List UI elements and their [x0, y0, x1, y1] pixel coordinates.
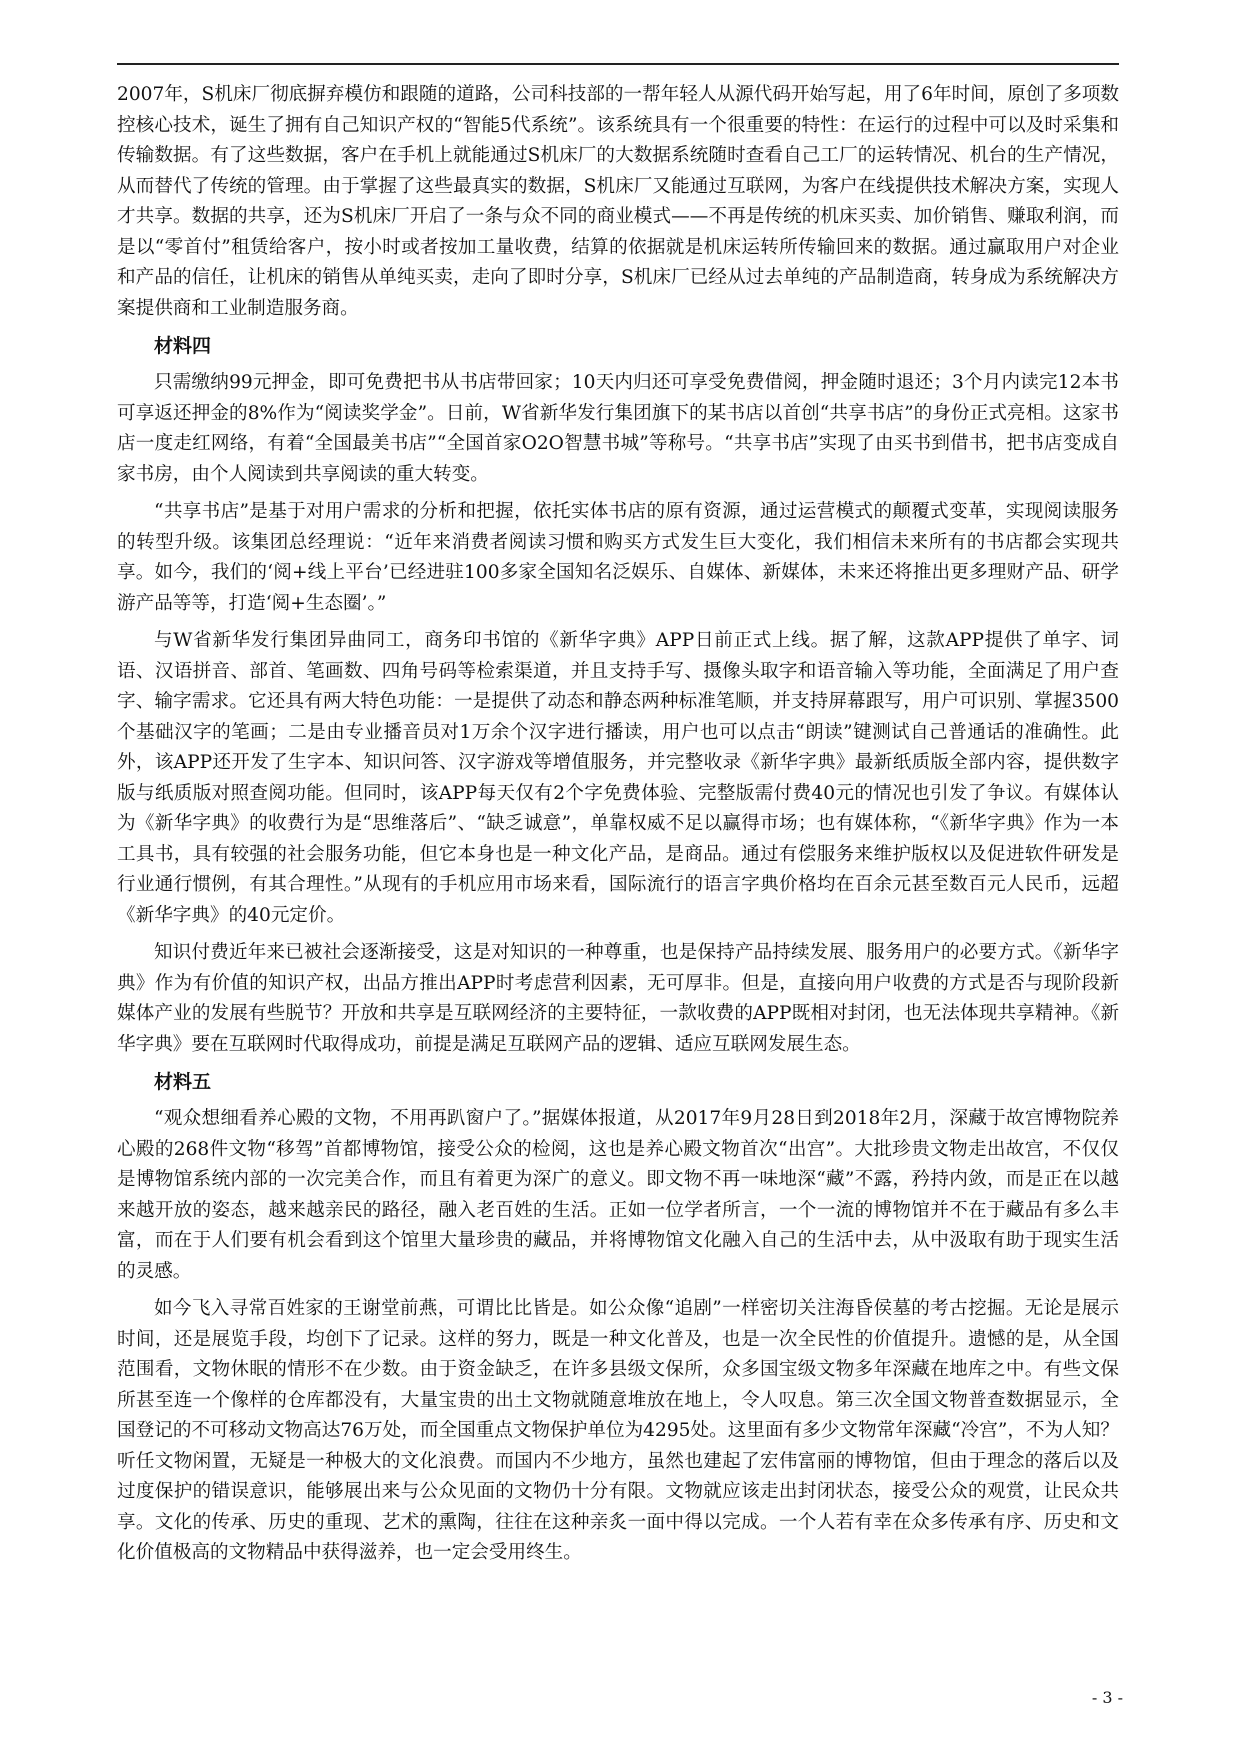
paragraph: 如今飞入寻常百姓家的王谢堂前燕，可谓比比皆是。如公众像“追剧”一样密切关注海昏侯墓的考古挖掘。无论是展示时间，还是展览手段，均创下了记录。这样的努力，既是一种文化普及，也是一次全民性的价值提升。遗憾的是，从全国范围看，文物休眠的情形不在少数。由于资金缺乏，在许多县级文保所，众多国宝级文物多年深藏在地库之中。有些文保所甚至连一个像样的仓库都没有，大量宝贵的出土文物就随意堆放在地上，令人叹息。第三次全国文物普查数据显示，全国登记的不可移动文物高达76万处，而全国重点文物保护单位为4295处。这里面有多少文物常年深藏“冷宫”，不为人知？听任文物闲置，无疑是一种极大的文化浪费。而国内不少地方，虽然也建起了宏伟富丽的博物馆，但由于理念的落后以及过度保护的错误意识，能够展出来与公众见面的文物仍十分有限。文物就应该走出封闭状态，接受公众的观赏，让民众共享。文化的传承、历史的重现、艺术的熏陶，往往在这种亲炙一面中得以完成。一个人若有幸在众多传承有序、历史和文化价值极高的文物精品中获得滋养，也一定会受用终生。 — [117, 1298, 1119, 1563]
paragraph: “观众想细看养心殿的文物，不用再趴窗户了。”据媒体报道，从2017年9月28日到2018年2月，深藏于故宫博物院养心殿的268件文物“移驾”首都博物馆，接受公众的检阅，这也是养心殿文物首次“出宫”。大批珍贵文物走出故宫，不仅仅是博物馆系统内部的一次完美合作，而且有着更为深广的意义。即文物不再一味地深“藏”不露，矜持内敛，而是正在以越来越开放的姿态，越来越亲民的路径，融入老百姓的生活。正如一位学者所言，一个一流的博物馆并不在于藏品有多么丰富，而在于人们要有机会看到这个馆里大量珍贵的藏品，并将博物馆文化融入自己的生活中去，从中汲取有助于现实生活的灵感。 — [117, 1108, 1119, 1282]
paragraph: 与W省新华发行集团异曲同工，商务印书馆的《新华字典》APP日前正式上线。据了解，这款APP提供了单字、词语、汉语拼音、部首、笔画数、四角号码等检索渠道，并且支持手写、摄像头取字和语音输入等功能，全面满足了用户查字、输字需求。它还具有两大特色功能：一是提供了动态和静态两种标准笔顺，并支持屏幕跟写，用户可识别、掌握3500个基础汉字的笔画；二是由专业播音员对1万余个汉字进行播读，用户也可以点击“朗读”键测试自己普通话的准确性。此外，该APP还开发了生字本、知识问答、汉字游戏等增值服务，并完整收录《新华字典》最新纸质版全部内容，提供数字版与纸质版对照查阅功能。但同时，该APP每天仅有2个字免费体验、完整版需付费40元的情况也引发了争议。有媒体认为《新华字典》的收费行为是“思维落后”、“缺乏诚意”，单靠权威不足以赢得市场；也有媒体称，“《新华字典》作为一本工具书，具有较强的社会服务功能，但它本身也是一种文化产品，是商品。通过有偿服务来维护版权以及促进软件研发是行业通行惯例，有其合理性。”从现有的手机应用市场来看，国际流行的语言字典价格均在百余元甚至数百元人民币，远超《新华字典》的40元定价。 — [117, 630, 1119, 926]
section-heading: 材料四 — [154, 335, 212, 357]
section-heading: 材料五 — [154, 1071, 212, 1093]
document-body — [117, 80, 1119, 1576]
header-rule — [117, 63, 1119, 65]
paragraph: 只需缴纳99元押金，即可免费把书从书店带回家；10天内归还可享受免费借阅，押金随时退还；3个月内读完12本书可享返还押金的8%作为“阅读奖学金”。日前，W省新华发行集团旗下的某书店以首创“共享书店”的身份正式亮相。这家书店一度走红网络，有着“全国最美书店”“全国首家O2O智慧书城”等称号。“共享书店”实现了由买书到借书，把书店变成自家书房，由个人阅读到共享阅读的重大转变。 — [117, 372, 1119, 485]
paragraph: 知识付费近年来已被社会逐渐接受，这是对知识的一种尊重，也是保持产品持续发展、服务用户的必要方式。《新华字典》作为有价值的知识产权，出品方推出APP时考虑营利因素，无可厚非。但是，直接向用户收费的方式是否与现阶段新媒体产业的发展有些脱节？开放和共享是互联网经济的主要特征，一款收费的APP既相对封闭，也无法体现共享精神。《新华字典》要在互联网时代取得成功，前提是满足互联网产品的逻辑、适应互联网发展生态。 — [117, 942, 1119, 1055]
paragraph: “共享书店”是基于对用户需求的分析和把握，依托实体书店的原有资源，通过运营模式的颠覆式变革，实现阅读服务的转型升级。该集团总经理说：“近年来消费者阅读习惯和购买方式发生巨大变化，我们相信未来所有的书店都会实现共享。如今，我们的‘阅+线上平台’已经进驻100多家全国知名泛娱乐、自媒体、新媒体，未来还将推出更多理财产品、研学游产品等等，打造‘阅+生态圈’。” — [117, 501, 1119, 614]
paragraph: 2007年，S机床厂彻底摒弃模仿和跟随的道路，公司科技部的一帮年轻人从源代码开始写起，用了6年时间，原创了多项数控核心技术，诞生了拥有自己知识产权的“智能5代系统”。该系统具有一个很重要的特性：在运行的过程中可以及时采集和传输数据。有了这些数据，客户在手机上就能通过S机床厂的大数据系统随时查看自己工厂的运转情况、机台的生产情况，从而替代了传统的管理。由于掌握了这些最真实的数据，S机床厂又能通过互联网，为客户在线提供技术解决方案，实现人才共享。数据的共享，还为S机床厂开启了一条与众不同的商业模式——不再是传统的机床买卖、加价销售、赚取利润，而是以“零首付”租赁给客户，按小时或者按加工量收费，结算的依据就是机床运转所传输回来的数据。通过赢取用户对企业和产品的信任，让机床的销售从单纯买卖，走向了即时分享，S机床厂已经从过去单纯的产品制造商，转身成为系统解决方案提供商和工业制造服务商。 — [117, 84, 1119, 319]
page-number: - 3 - — [1091, 1688, 1123, 1707]
